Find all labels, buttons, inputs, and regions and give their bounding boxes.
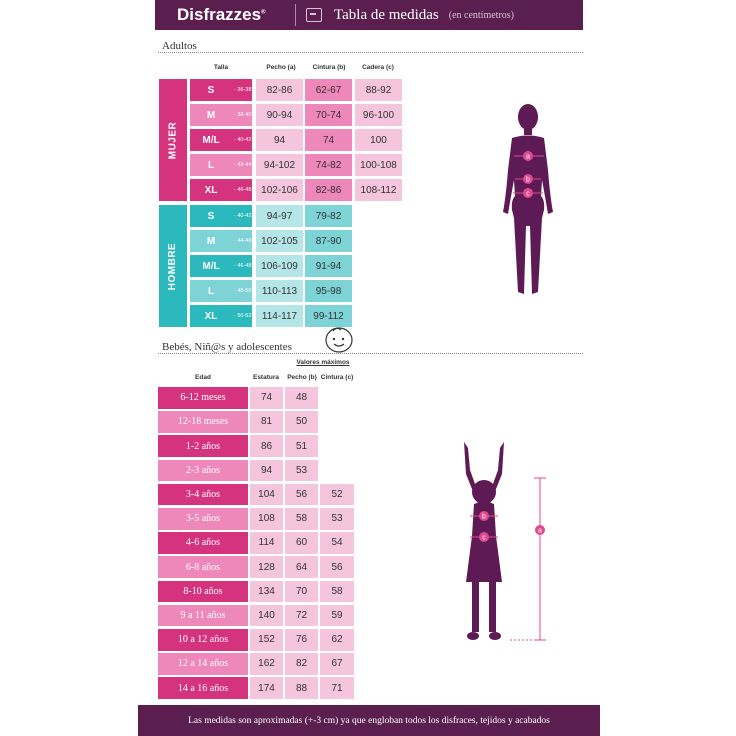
woman-size-label: L — [207, 159, 215, 171]
adult-figure-diagram — [490, 100, 570, 305]
page-subtitle: (en centímetros) — [448, 9, 514, 21]
adults-col-header: Cadera (c) — [362, 64, 394, 71]
kids-chest-cell: 56 — [285, 484, 318, 506]
logo-trademark: ® — [261, 9, 266, 16]
marker-b-label: b — [526, 176, 530, 184]
woman-waist-cell: 62-67 — [305, 79, 352, 101]
man-size-range: · 46-48 — [234, 263, 252, 269]
woman-size-range: · 42-44 — [234, 162, 252, 168]
man-chest-cell: 106-109 — [256, 255, 303, 277]
man-size-cell — [190, 255, 252, 277]
kids-height-cell: 128 — [250, 556, 283, 578]
man-size-range: · 44-46 — [234, 238, 252, 244]
woman-waist-cell: 74-82 — [305, 154, 352, 176]
woman-group-label-text: MUJER — [167, 121, 179, 159]
man-size-cell — [190, 230, 252, 252]
brand-logo[interactable] — [155, 5, 279, 25]
kids-chest-cell: 82 — [285, 653, 318, 675]
kids-age-cell: 10 a 12 años — [158, 629, 248, 651]
woman-size-label: M/L — [202, 134, 220, 146]
kids-height-cell: 94 — [250, 460, 283, 482]
kids-height-cell: 74 — [250, 387, 283, 409]
kids-chest-cell: 51 — [285, 435, 318, 457]
man-size-cell — [190, 280, 252, 302]
woman-size-range: · 38-40 — [234, 112, 252, 118]
woman-chest-cell: 102-106 — [256, 179, 303, 201]
kids-section-title: Bebés, Niñ@s y adolescentes — [162, 341, 292, 353]
woman-hip-cell: 88-92 — [355, 79, 402, 101]
kids-col-header: Edad — [195, 374, 211, 381]
man-size-label: M/L — [202, 260, 220, 272]
kids-waist-cell: 71 — [320, 677, 354, 699]
woman-hip-cell: 100-108 — [355, 154, 402, 176]
footer-note: Las medidas son aproximadas (+-3 cm) ya que engloban todos los disfraces, tejidos y acabados — [188, 715, 550, 726]
woman-size-range: · 40-42 — [234, 137, 252, 143]
man-chest-cell: 102-105 — [256, 230, 303, 252]
woman-size-label: XL — [204, 184, 218, 196]
logo-text: Disfrazzes — [177, 5, 262, 24]
kids-chest-cell: 72 — [285, 605, 318, 627]
woman-size-label: S — [207, 84, 215, 96]
kids-age-cell: 12-18 meses — [158, 411, 248, 433]
adults-section-title: Adultos — [162, 40, 197, 52]
kids-waist-cell: 52 — [320, 484, 354, 506]
man-waist-cell: 87-90 — [305, 230, 352, 252]
adults-section-divider — [158, 52, 583, 53]
kids-age-cell: 6-12 meses — [158, 387, 248, 409]
kids-age-cell: 8-10 años — [158, 581, 248, 603]
man-waist-cell: 79-82 — [305, 205, 352, 227]
man-size-range: · 50-52 — [234, 313, 252, 319]
kids-chest-cell: 70 — [285, 581, 318, 603]
woman-group-label — [159, 79, 187, 201]
kids-height-cell: 174 — [250, 677, 283, 699]
kids-age-cell: 12 a 14 años — [158, 653, 248, 675]
man-waist-cell: 95-98 — [305, 280, 352, 302]
measure-tape-icon — [306, 8, 322, 22]
man-size-label: S — [207, 210, 215, 222]
kids-age-cell: 6-8 años — [158, 556, 248, 578]
woman-waist-cell: 74 — [305, 129, 352, 151]
max-values-label: Valores máximos — [296, 359, 350, 366]
kids-waist-cell: 59 — [320, 605, 354, 627]
man-group-label — [159, 205, 187, 327]
kids-waist-cell: 56 — [320, 556, 354, 578]
man-size-cell — [190, 205, 252, 227]
kids-chest-cell: 64 — [285, 556, 318, 578]
header-divider — [295, 4, 296, 26]
man-size-cell — [190, 305, 252, 327]
woman-waist-cell: 70-74 — [305, 104, 352, 126]
footer-note-bar — [138, 705, 600, 736]
man-chest-cell: 94-97 — [256, 205, 303, 227]
woman-hip-cell: 96-100 — [355, 104, 402, 126]
kids-age-cell: 3-4 años — [158, 484, 248, 506]
kids-col-header: Estatura — [252, 374, 279, 381]
kids-age-cell: 4-6 años — [158, 532, 248, 554]
woman-size-cell — [190, 179, 252, 201]
man-size-range: · 40-42 — [234, 213, 252, 219]
kids-waist-cell: 54 — [320, 532, 354, 554]
man-size-label: XL — [204, 310, 218, 322]
man-group-label-text: HOMBRE — [167, 242, 179, 290]
kids-height-cell: 140 — [250, 605, 283, 627]
kids-waist-cell: 53 — [320, 508, 354, 530]
kids-age-cell: 9 a 11 años — [158, 605, 248, 627]
child-marker-c-label: c — [482, 534, 486, 542]
adults-col-header: Cintura (b) — [312, 64, 346, 71]
kids-height-cell: 108 — [250, 508, 283, 530]
kids-col-header: Pecho (b) — [287, 374, 317, 381]
woman-size-cell — [190, 154, 252, 176]
woman-size-cell — [190, 104, 252, 126]
kids-chest-cell: 48 — [285, 387, 318, 409]
man-chest-cell: 114-117 — [256, 305, 303, 327]
man-size-label: L — [207, 285, 215, 297]
kids-waist-cell: 62 — [320, 629, 354, 651]
page-title: Tabla de medidas — [334, 6, 439, 23]
child-marker-a-label: a — [538, 527, 542, 535]
kids-chest-cell: 50 — [285, 411, 318, 433]
kids-waist-cell: 67 — [320, 653, 354, 675]
kids-chest-cell: 60 — [285, 532, 318, 554]
kids-age-cell: 14 a 16 años — [158, 677, 248, 699]
woman-hip-cell: 108-112 — [355, 179, 402, 201]
kids-height-cell: 152 — [250, 629, 283, 651]
woman-size-range: · 36-38 — [234, 87, 252, 93]
kids-height-cell: 81 — [250, 411, 283, 433]
woman-size-range: · 46-48 — [234, 187, 252, 193]
header-bar — [155, 0, 583, 30]
man-waist-cell: 91-94 — [305, 255, 352, 277]
kids-col-header: Cintura (c) — [320, 374, 354, 381]
marker-a-label: a — [526, 153, 530, 161]
woman-hip-cell: 100 — [355, 129, 402, 151]
woman-size-label: M — [206, 109, 216, 121]
woman-chest-cell: 94-102 — [256, 154, 303, 176]
kids-height-cell: 104 — [250, 484, 283, 506]
woman-waist-cell: 82-86 — [305, 179, 352, 201]
kids-chest-cell: 58 — [285, 508, 318, 530]
kids-height-cell: 162 — [250, 653, 283, 675]
baby-face-icon — [323, 325, 355, 353]
woman-chest-cell: 90-94 — [256, 104, 303, 126]
kids-age-cell: 2-3 años — [158, 460, 248, 482]
woman-chest-cell: 94 — [256, 129, 303, 151]
marker-c-label: c — [526, 190, 530, 198]
adults-col-header: Talla — [213, 64, 229, 71]
kids-chest-cell: 76 — [285, 629, 318, 651]
man-size-range: · 48-50 — [234, 288, 252, 294]
woman-size-cell — [190, 79, 252, 101]
adults-col-header: Pecho (a) — [266, 64, 296, 71]
man-size-label: M — [206, 235, 216, 247]
kids-section-divider — [158, 353, 583, 354]
child-marker-b-label: b — [482, 513, 486, 521]
kids-chest-cell: 53 — [285, 460, 318, 482]
man-waist-cell: 99-112 — [305, 305, 352, 327]
kids-height-cell: 86 — [250, 435, 283, 457]
kids-age-cell: 3-5 años — [158, 508, 248, 530]
man-chest-cell: 110-113 — [256, 280, 303, 302]
woman-silhouette — [503, 104, 553, 294]
kids-chest-cell: 88 — [285, 677, 318, 699]
kids-height-cell: 134 — [250, 581, 283, 603]
woman-chest-cell: 82-86 — [256, 79, 303, 101]
kids-height-cell: 114 — [250, 532, 283, 554]
child-figure-diagram — [450, 440, 550, 645]
woman-size-cell — [190, 129, 252, 151]
kids-waist-cell: 58 — [320, 581, 354, 603]
kids-age-cell: 1-2 años — [158, 435, 248, 457]
